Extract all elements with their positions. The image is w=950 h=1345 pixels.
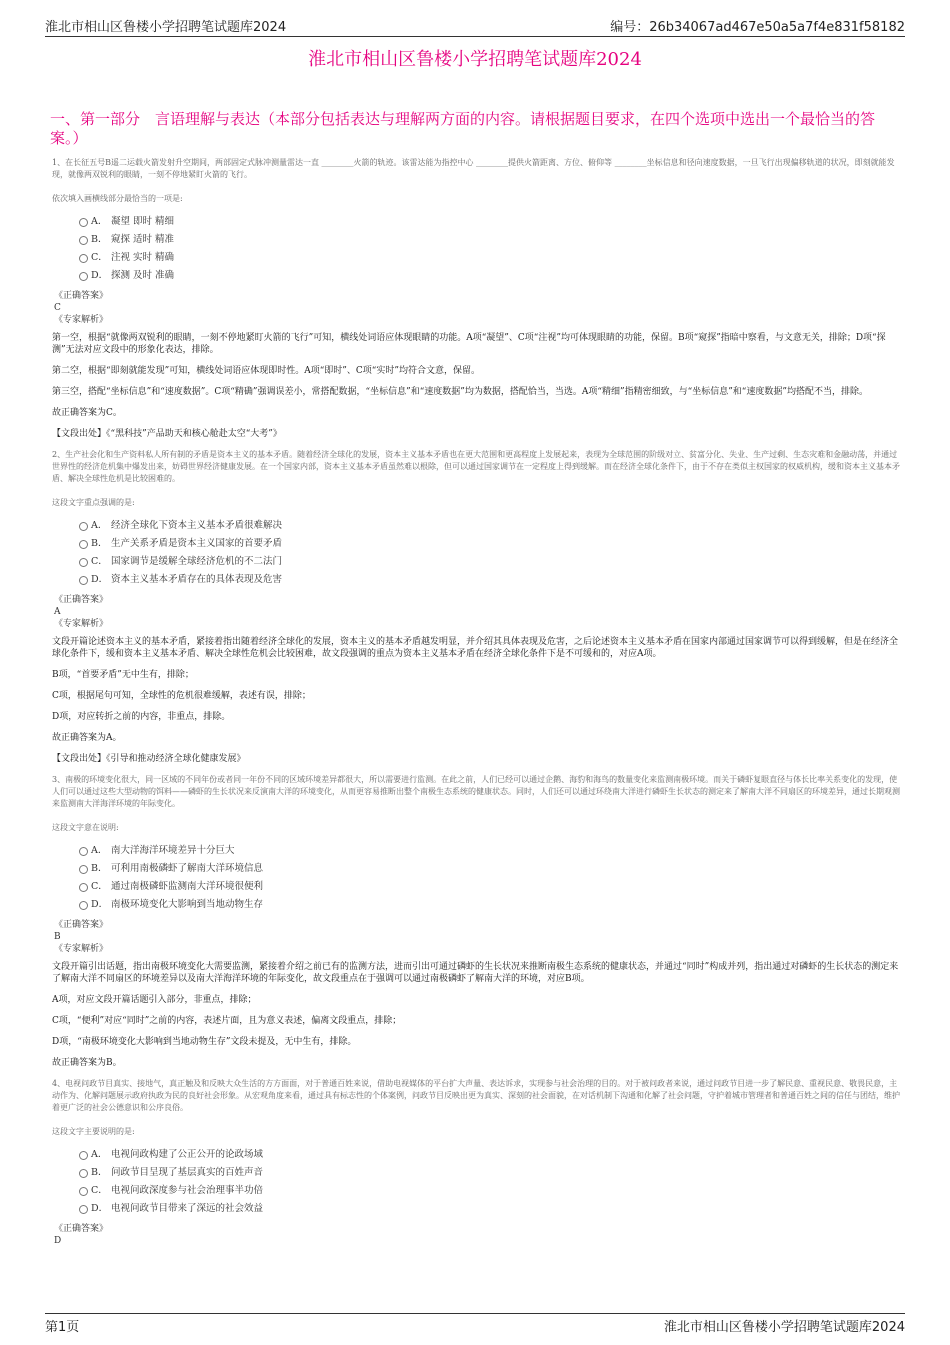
option-text: 可利用南极磷虾了解南大洋环境信息 <box>111 863 264 874</box>
page-footer <box>45 1313 905 1334</box>
option-c[interactable] <box>79 249 900 267</box>
option-letter: A． <box>91 520 108 531</box>
analysis-paragraph: 故正确答案为B。 <box>52 1058 122 1068</box>
option-text: 窥探 适时 精准 <box>111 234 175 245</box>
analysis-paragraph: A项，对应文段开篇话题引入部分，非重点，排除； <box>52 995 257 1005</box>
analysis-paragraph: 故正确答案为A。 <box>52 733 122 743</box>
footer-title: 淮北市相山区鲁楼小学招聘笔试题库2024 <box>663 1320 905 1335</box>
option-text: 通过南极磷虾监测南大洋环境很便利 <box>111 881 264 892</box>
option-b[interactable] <box>79 535 900 553</box>
option-d[interactable] <box>79 896 900 914</box>
option-c[interactable] <box>79 878 900 896</box>
option-a[interactable] <box>79 517 900 535</box>
option-list <box>52 842 900 914</box>
option-letter: B． <box>91 538 108 549</box>
radio-button-icon[interactable] <box>79 865 88 874</box>
radio-button-icon[interactable] <box>79 1151 88 1160</box>
question-list <box>52 157 900 1247</box>
option-text: 南大洋海洋环境差异十分巨大 <box>111 845 235 856</box>
option-b[interactable] <box>79 231 900 249</box>
option-list <box>52 517 900 589</box>
answer-value: D <box>54 1236 62 1246</box>
analysis-paragraph: B项，“首要矛盾”无中生有，排除； <box>52 670 194 680</box>
option-letter: A． <box>91 216 108 227</box>
analysis-paragraph: 文段开篇论述资本主义的基本矛盾，紧接着指出随着经济全球化的发展，资本主义的基本矛盾越发明显，并介绍其具体表现及危害，之后论述资本主义基本矛盾在国家内部通过国家调节可以得到缓解，但是在经济全球化条件下，缓和资本主义基本矛盾、解决全球性危机会比较困难，故文段强调的重点为资本主义基本矛盾在经济全球化条件下是不可缓和的，对应A项。 <box>52 637 899 659</box>
option-text: 生产关系矛盾是资本主义国家的首要矛盾 <box>111 538 283 549</box>
option-d[interactable] <box>79 267 900 285</box>
radio-button-icon[interactable] <box>79 254 88 263</box>
option-list <box>52 1146 900 1218</box>
option-list <box>52 213 900 285</box>
option-b[interactable] <box>79 1164 900 1182</box>
option-letter: A． <box>91 1149 108 1160</box>
option-text: 南极环境变化大影响到当地动物生存 <box>111 899 264 910</box>
option-text: 电视问政深度参与社会治理事半功倍 <box>111 1185 264 1196</box>
page-number: 第1页 <box>45 1320 80 1335</box>
option-text: 探测 及时 准确 <box>111 270 175 281</box>
radio-button-icon[interactable] <box>79 1205 88 1214</box>
option-a[interactable] <box>79 842 900 860</box>
analysis-paragraph: C项，“便利”对应“同时”之前的内容，表述片面，且为意义表述，偏离文段重点，排除； <box>52 1016 402 1026</box>
radio-button-icon[interactable] <box>79 901 88 910</box>
question-text: 2、生产社会化和生产资料私人所有制的矛盾是资本主义的基本矛盾。随着经济全球化的发展，资本主义基本矛盾也在更大范围和更高程度上发展起来，表现为全球范围的阶级对立、贫富分化、失业、生产过剩、生态灾难和金融动荡，并通过世界性的经济危机集中爆发出来，妨碍世界经济健康发展。在一个国家内部，资本主义基本矛盾虽然难以根除，但可以通过国家调节在一定程度上得到缓解。而在经济全球化条件下，由于不存在类似主权国家的权威机构，缓和资本主义基本矛盾、解决全球性危机是比较困难的。 <box>52 450 900 483</box>
option-text: 电视问政节目带来了深远的社会效益 <box>111 1203 264 1214</box>
radio-button-icon[interactable] <box>79 558 88 567</box>
analysis-label: 《专家解析》 <box>54 619 109 629</box>
option-text: 国家调节是缓解全球经济危机的不二法门 <box>111 556 283 567</box>
radio-button-icon[interactable] <box>79 522 88 531</box>
question-prompt: 这段文字重点强调的是: <box>52 498 135 507</box>
source-citation: 【文段出处】《引导和推动经济全球化健康发展》 <box>52 754 246 764</box>
radio-button-icon[interactable] <box>79 576 88 585</box>
option-letter: C． <box>91 1185 108 1196</box>
answer-label: 《正确答案》 <box>54 291 109 301</box>
question-text: 3、南极的环境变化很大，同一区域的不同年份或者同一年份不同的区域环境差异都很大，所以需要进行监测。在此之前，人们已经可以通过企鹅、海豹和海鸟的数量变化来监测南极环境。而关于磷虾复眼直径与体长比率关系变化的发现，使人们可以通过这些大型动物的饵料——磷虾的生长状况来反演南大洋的环境变化，从而更容易推断出整个南极生态系统的健康状态。同时，人们还可以通过环绕南大洋进行磷虾生长状态的测定来了解南大洋不同扇区的环境差异，通过长期观测来监测南大洋海洋环境的年际变化。 <box>52 775 900 808</box>
option-letter: B． <box>91 234 108 245</box>
question-4 <box>52 1078 900 1247</box>
radio-button-icon[interactable] <box>79 236 88 245</box>
radio-button-icon[interactable] <box>79 218 88 227</box>
analysis-label: 《专家解析》 <box>54 944 109 954</box>
question-text: 1、在长征五号B遥二运载火箭发射升空期间，两部固定式脉冲测量雷达一直 ________火箭的轨迹。该雷达能为指控中心 ________提供火箭距离、方位、俯仰等 ________坐标信息和径向速度数据，一旦飞行出现偏移轨道的状况，即刻就能发现，就像两双锐利的眼睛，一刻不停地紧盯火箭的飞行。 <box>52 158 895 179</box>
radio-button-icon[interactable] <box>79 272 88 281</box>
option-letter: C． <box>91 556 108 567</box>
analysis-paragraph: 第一空，根据“就像两双锐利的眼睛，一刻不停地紧盯火箭的飞行”可知，横线处词语应体现眼睛的功能。A项“凝望”、C项“注视”均可体现眼睛的功能，保留。B项“窥探”指暗中察看，与文意无关，排除；D项“探测”无法对应文段中的形象化表达，排除。 <box>52 333 886 355</box>
option-text: 问政节目呈现了基层真实的百姓声音 <box>111 1167 264 1178</box>
option-text: 资本主义基本矛盾存在的具体表现及危害 <box>111 574 283 585</box>
option-a[interactable] <box>79 213 900 231</box>
analysis-paragraph: D项，对应转折之前的内容，非重点，排除。 <box>52 712 231 722</box>
option-letter: D． <box>91 899 109 910</box>
answer-label: 《正确答案》 <box>54 595 109 605</box>
question-prompt: 这段文字意在说明: <box>52 823 119 832</box>
radio-button-icon[interactable] <box>79 1187 88 1196</box>
option-b[interactable] <box>79 860 900 878</box>
answer-value: A <box>54 607 61 617</box>
option-letter: C． <box>91 881 108 892</box>
section-heading: 一、第一部分 言语理解与表达（本部分包括表达与理解两方面的内容。请根据题目要求，在四个选项中选出一个最恰当的答案。） <box>50 110 876 147</box>
option-c[interactable] <box>79 553 900 571</box>
radio-button-icon[interactable] <box>79 1169 88 1178</box>
option-text: 电视问政构建了公正公开的论政场域 <box>111 1149 264 1160</box>
option-d[interactable] <box>79 1200 900 1218</box>
analysis-paragraph: C项，根据尾句可知，全球性的危机很难缓解，表述有误，排除； <box>52 691 311 701</box>
question-2 <box>52 449 900 765</box>
radio-button-icon[interactable] <box>79 540 88 549</box>
analysis-paragraph: 第三空，搭配“坐标信息”和“速度数据”。C项“精确”强调误差小，常搭配数据，“坐标信息”和“速度数据”均为数据，搭配恰当，当选。A项“精细”指精密细致，与“坐标信息”和“速度数据”均搭配不当，排除。 <box>52 387 869 397</box>
option-letter: B． <box>91 1167 108 1178</box>
page-header <box>45 14 905 37</box>
radio-button-icon[interactable] <box>79 883 88 892</box>
option-a[interactable] <box>79 1146 900 1164</box>
option-text: 经济全球化下资本主义基本矛盾很难解决 <box>111 520 283 531</box>
option-letter: B． <box>91 863 108 874</box>
option-letter: D． <box>91 270 109 281</box>
answer-value: C <box>54 303 61 313</box>
header-title: 淮北市相山区鲁楼小学招聘笔试题库2024 <box>45 20 287 35</box>
document-title: 淮北市相山区鲁楼小学招聘笔试题库2024 <box>308 49 642 70</box>
analysis-label: 《专家解析》 <box>54 315 109 325</box>
source-citation: 【文段出处】《“黑科技”产品助天和核心舱赴太空“大考”》 <box>52 429 282 439</box>
option-letter: A． <box>91 845 108 856</box>
question-text: 4、电视问政节目真实、接地气，真正触及和反映大众生活的方方面面，对于普通百姓来说，借助电视媒体的平台扩大声量、表达诉求，实现参与社会治理的目的。对于被问政者来说，通过问政节目进一步了解民意、重视民意、敬畏民意，主动作为、化解问题展示政府执政为民的良好社会形象。从宏观角度来看，通过具有标志性的个体案例，问政节目反映出更为真实、深刻的社会面貌，在对话机制下沟通和化解了社会问题，守护着城市管理者和普通百姓之间的信任与团结，维护着更广泛的社会公德意识和公序良俗。 <box>52 1079 900 1112</box>
option-letter: C． <box>91 252 108 263</box>
answer-label: 《正确答案》 <box>54 920 109 930</box>
option-text: 注视 实时 精确 <box>111 252 175 263</box>
analysis-paragraph: 文段开篇引出话题，指出南极环境变化大需要监测，紧接着介绍之前已有的监测方法，进而引出可通过磷虾的生长状况来推断南极生态系统的健康状态，并通过“同时”构成并列，指出通过对磷虾的生长状态的测定来了解南大洋不同扇区的环境差异以及南大洋海洋环境的年际变化，故文段重点在于强调可以通过南极磷虾了解南大洋的环境，对应B项。 <box>52 962 899 984</box>
question-prompt: 依次填入画横线部分最恰当的一项是: <box>52 194 183 203</box>
radio-button-icon[interactable] <box>79 847 88 856</box>
analysis-paragraph: D项，“南极环境变化大影响到当地动物生存”文段未提及，无中生有，排除。 <box>52 1037 357 1047</box>
question-3 <box>52 774 900 1069</box>
question-1 <box>52 157 900 440</box>
analysis-paragraph: 故正确答案为C。 <box>52 408 122 418</box>
analysis-paragraph: 第二空，根据“即刻就能发现”可知，横线处词语应体现即时性。A项“即时”、C项“实时”均符合文意，保留。 <box>52 366 480 376</box>
option-d[interactable] <box>79 571 900 589</box>
option-text: 凝望 即时 精细 <box>111 216 175 227</box>
answer-label: 《正确答案》 <box>54 1224 109 1234</box>
option-letter: D． <box>91 574 109 585</box>
answer-value: B <box>54 932 61 942</box>
header-serial: 编号：26b34067ad467e50a5a7f4e831f58182 <box>610 20 905 35</box>
option-c[interactable] <box>79 1182 900 1200</box>
option-letter: D． <box>91 1203 109 1214</box>
question-prompt: 这段文字主要说明的是: <box>52 1127 135 1136</box>
